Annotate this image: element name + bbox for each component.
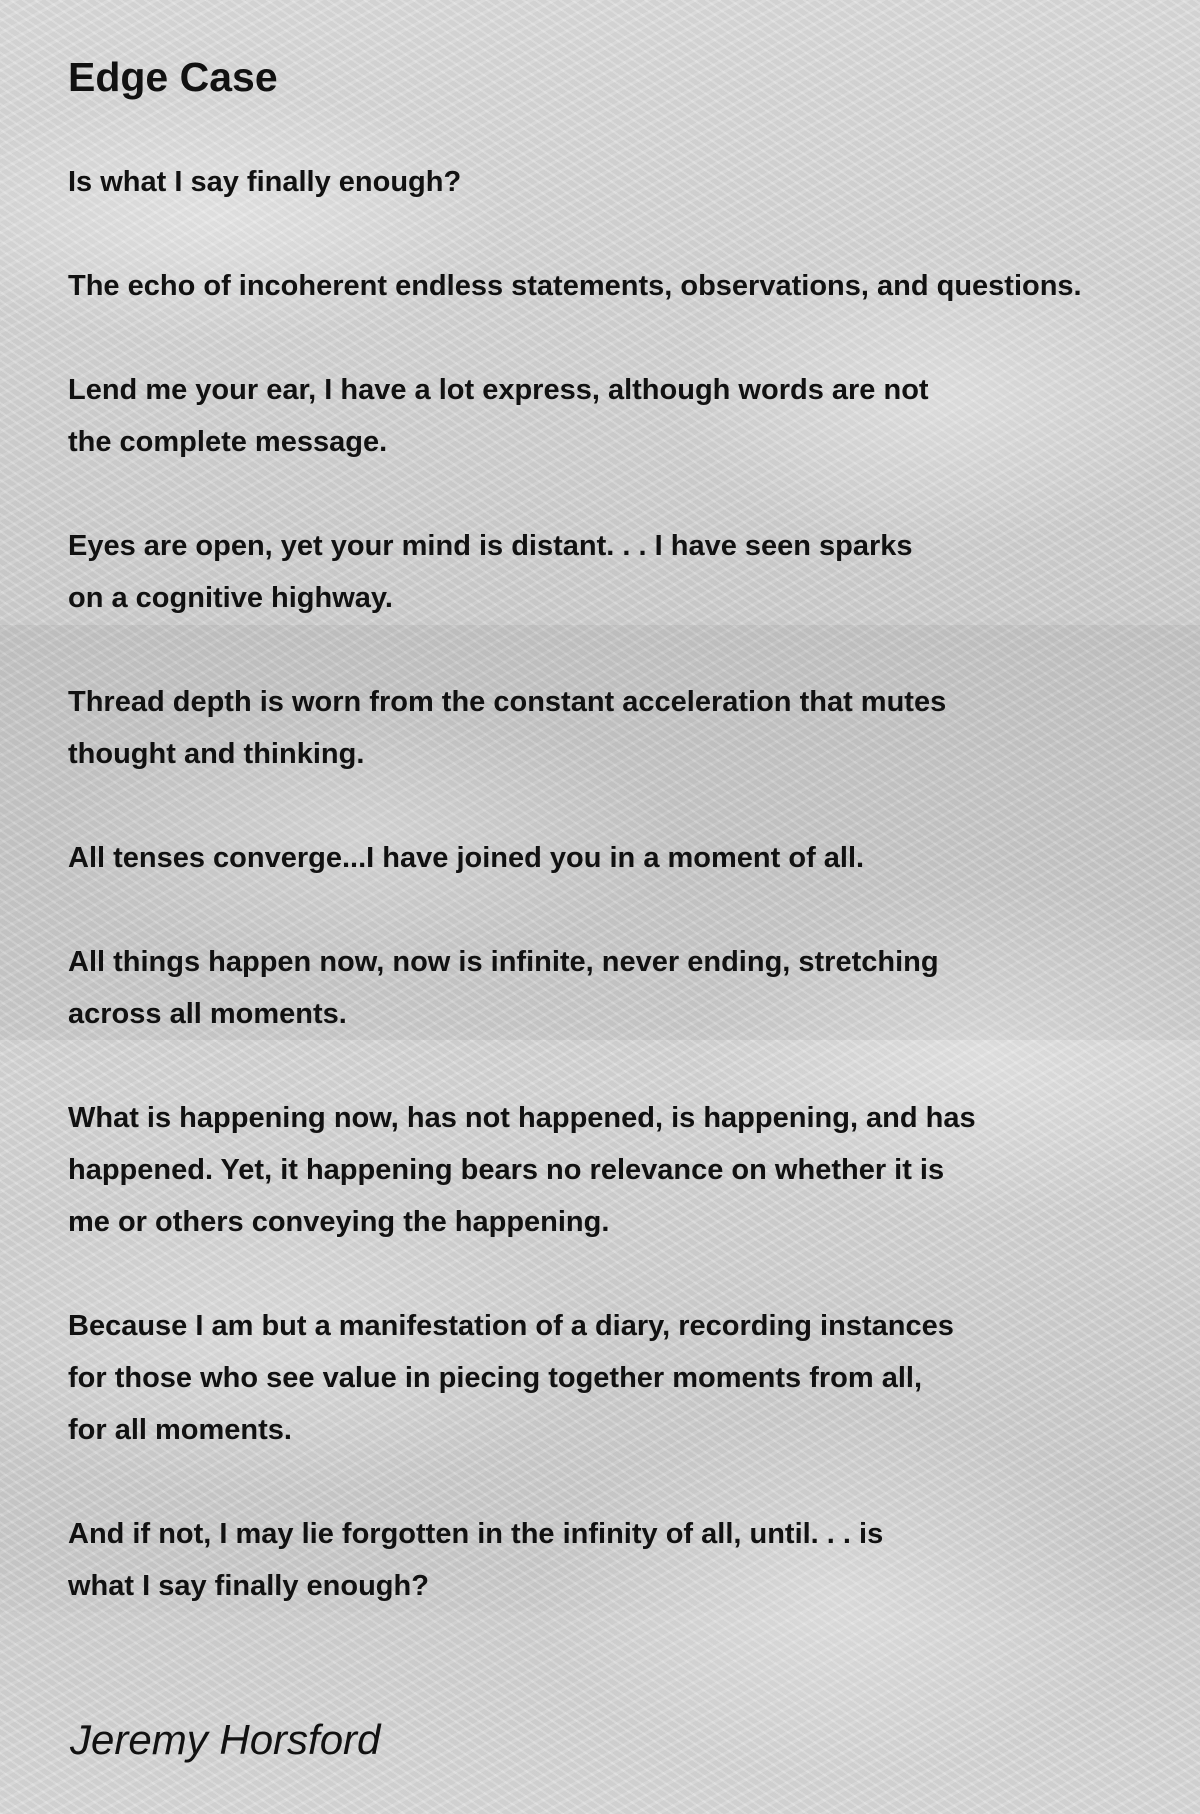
poem-line: Is what I say finally enough? [68,166,462,198]
poem-line: what I say finally enough? [68,1570,429,1602]
poem-line: across all moments. [68,998,347,1030]
poem-line: on a cognitive highway. [68,582,393,614]
poem-line: Thread depth is worn from the constant acceleration that mutes [68,686,947,718]
poem-line: All tenses converge...I have joined you in a moment of all. [68,842,865,874]
poem-line: What is happening now, has not happened, is happening, and has [68,1102,976,1134]
poem-line: for those who see value in piecing together moments from all, [68,1362,923,1394]
poem-author: Jeremy Horsford [70,1716,381,1763]
poem-line: The echo of incoherent endless statements, observations, and questions. [68,270,1082,302]
stanza [68,1508,1200,1612]
poem-line: Because I am but a manifestation of a diary, recording instances [68,1310,954,1342]
stanza [68,832,1200,884]
stanza [68,1092,1200,1248]
stanza [68,260,1200,312]
poem-line: thought and thinking. [68,738,365,770]
poem-line: happened. Yet, it happening bears no relevance on whether it is [68,1154,945,1186]
poem-line: the complete message. [68,426,388,458]
poem-line: Lend me your ear, I have a lot express, although words are not [68,374,929,406]
poem-line: Eyes are open, yet your mind is distant. . . I have seen sparks [68,530,913,562]
stanza [68,156,1200,208]
stanza [68,520,1200,624]
poem-body [68,44,1200,1664]
stanza [68,676,1200,780]
poem-line: All things happen now, now is infinite, never ending, stretching [68,946,939,978]
poem-line: me or others conveying the happening. [68,1206,610,1238]
poem-line: for all moments. [68,1414,292,1446]
stanza [68,364,1200,468]
stanza [68,936,1200,1040]
stanza [68,1300,1200,1456]
poem-line: And if not, I may lie forgotten in the infinity of all, until. . . is [68,1518,884,1550]
poem-title: Edge Case [68,54,278,100]
